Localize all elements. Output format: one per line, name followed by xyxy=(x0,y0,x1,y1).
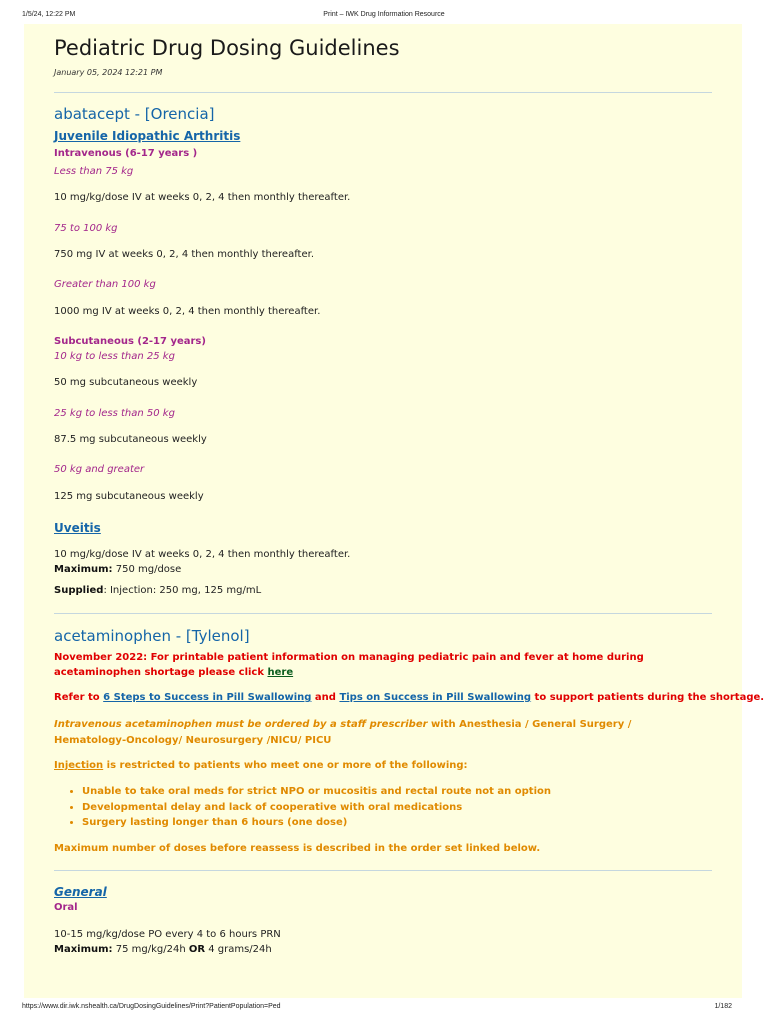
injection-restriction-text: is restricted to patients who meet one or more of the following: xyxy=(103,760,468,771)
supplied-label: Supplied xyxy=(54,585,104,596)
refer-mid: and xyxy=(311,692,340,703)
refer-text xyxy=(54,692,764,703)
drug-heading-acetaminophen: acetaminophen - [Tylenol] xyxy=(54,627,250,645)
divider xyxy=(54,613,712,614)
dose-text: 125 mg subcutaneous weekly xyxy=(54,491,204,502)
dose-text: 750 mg IV at weeks 0, 2, 4 then monthly thereafter. xyxy=(54,249,315,260)
dose-text: 10 mg/kg/dose IV at weeks 0, 2, 4 then monthly thereafter. xyxy=(54,549,351,560)
drug-heading-abatacept: abatacept - [Orencia] xyxy=(54,105,215,123)
iv-restriction-emphasis: Intravenous acetaminophen must be ordered by a staff prescriber xyxy=(54,719,428,730)
dose-text: 87.5 mg subcutaneous weekly xyxy=(54,434,207,445)
iv-restriction xyxy=(54,717,704,749)
weight-band: Less than 75 kg xyxy=(54,166,134,177)
injection-link[interactable]: Injection xyxy=(54,760,104,771)
refer-pre: Refer to xyxy=(54,692,104,703)
list-item: • Unable to take oral meds for strict NPO or mucositis and rectal route not an option xyxy=(82,784,551,800)
supplied-info xyxy=(54,585,261,596)
indication-link-uveitis[interactable]: Uveitis xyxy=(54,521,101,535)
document-page xyxy=(24,24,765,998)
indication-link-general[interactable]: General xyxy=(54,885,107,899)
dose-text: 1000 mg IV at weeks 0, 2, 4 then monthly thereafter. xyxy=(54,306,321,317)
route-oral: Oral xyxy=(54,902,78,913)
print-datetime: 1/5/24, 12:22 PM xyxy=(22,11,76,18)
or-label: OR xyxy=(188,944,206,955)
pill-swallowing-tips-link[interactable]: Tips on Success in Pill Swallowing xyxy=(339,692,532,703)
weight-band: 75 to 100 kg xyxy=(54,223,118,234)
dose-text: 10-15 mg/kg/dose PO every 4 to 6 hours PRN xyxy=(54,929,281,940)
maximum-dose xyxy=(54,944,272,955)
divider xyxy=(54,870,712,871)
route-subcutaneous: Subcutaneous (2-17 years) xyxy=(54,336,206,347)
maximum-value: 750 mg/dose xyxy=(112,564,182,575)
supplied-value: : Injection: 250 mg, 125 mg/mL xyxy=(103,585,262,596)
pill-swallowing-steps-link[interactable]: 6 Steps to Success in Pill Swallowing xyxy=(103,692,312,703)
dose-text: 50 mg subcutaneous weekly xyxy=(54,377,198,388)
shortage-notice-text: November 2022: For printable patient information on managing pediatric pain and fever at home during acetaminophen shortage please click xyxy=(54,652,644,678)
indication-link-jia[interactable]: Juvenile Idiopathic Arthritis xyxy=(54,129,241,143)
weight-band: 50 kg and greater xyxy=(54,464,145,475)
criteria-list xyxy=(54,784,551,831)
list-item: • Surgery lasting longer than 6 hours (one dose) xyxy=(82,815,551,831)
print-page-number: 1/182 xyxy=(714,1003,732,1010)
maximum-dose xyxy=(54,564,181,575)
divider xyxy=(54,92,712,93)
here-link[interactable]: here xyxy=(267,667,294,678)
maximum-label: Maximum: xyxy=(54,564,113,575)
maximum-value-alt: 4 grams/24h xyxy=(205,944,272,955)
print-url: https://www.dir.iwk.nshealth.ca/DrugDosingGuidelines/Print?PatientPopulation=Ped xyxy=(22,1003,281,1010)
weight-band: Greater than 100 kg xyxy=(54,279,156,290)
route-intravenous: Intravenous (6-17 years ) xyxy=(54,148,198,159)
iv-restriction-services: with Anesthesia / General Surgery / Hematology-Oncology/ Neurosurgery /NICU/ PICU xyxy=(54,719,632,746)
maximum-value: 75 mg/kg/24h xyxy=(112,944,189,955)
document-date: January 05, 2024 12:21 PM xyxy=(54,68,163,77)
max-doses-note: Maximum number of doses before reassess is described in the order set linked below. xyxy=(54,843,541,854)
print-page-title: Print – IWK Drug Information Resource xyxy=(323,11,445,18)
refer-post: to support patients during the shortage. xyxy=(531,692,765,703)
weight-band: 10 kg to less than 25 kg xyxy=(54,351,175,362)
weight-band: 25 kg to less than 50 kg xyxy=(54,408,175,419)
list-item: • Developmental delay and lack of cooperative with oral medications xyxy=(82,800,551,816)
injection-restriction xyxy=(54,760,468,771)
maximum-label: Maximum: xyxy=(54,944,113,955)
page-title: Pediatric Drug Dosing Guidelines xyxy=(54,36,400,60)
shortage-notice xyxy=(54,650,704,680)
dose-text: 10 mg/kg/dose IV at weeks 0, 2, 4 then monthly thereafter. xyxy=(54,192,351,203)
